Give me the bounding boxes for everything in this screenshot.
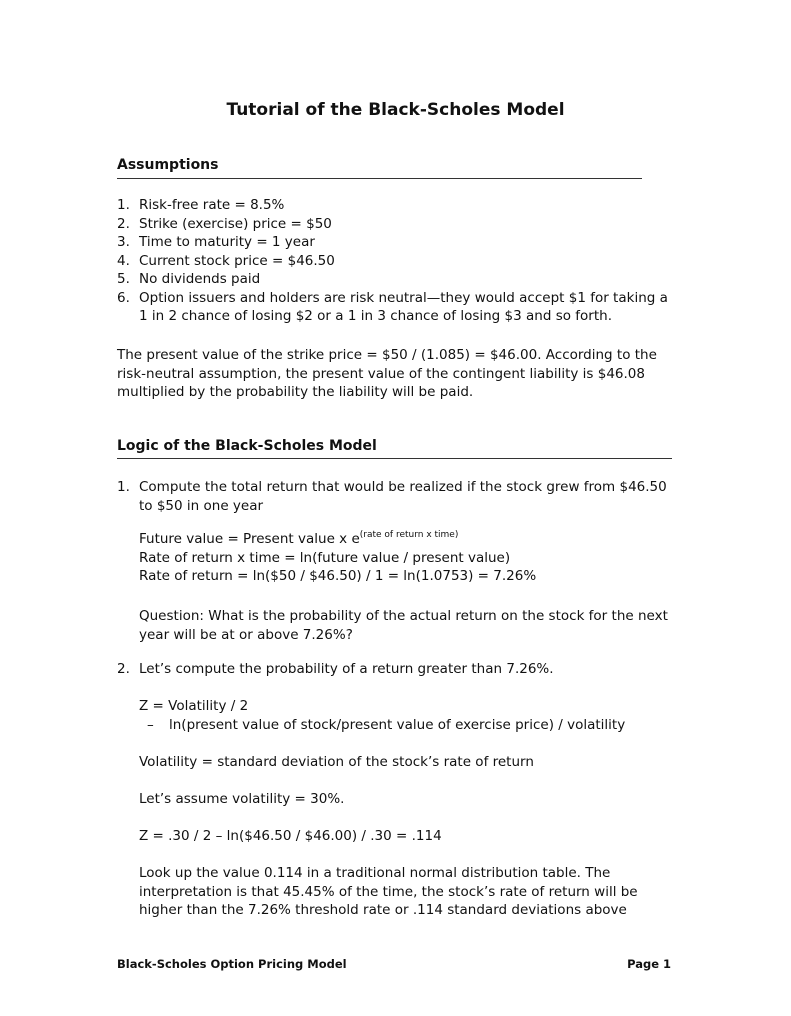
- step-2-number: 2.: [117, 661, 130, 677]
- z-calculation: Z = .30 / 2 – ln($46.50 / $46.00) / .30 = .114: [139, 828, 442, 844]
- question-paragraph: Question: What is the probability of the actual return on the stock for the next year will be at or above 7.26%?: [139, 608, 668, 643]
- z-formula: Z = Volatility / 2: [139, 698, 249, 714]
- assumptions-heading: Assumptions: [117, 157, 219, 173]
- volatility-assumption: Let’s assume volatility = 30%.: [139, 791, 345, 807]
- formula-block: [139, 530, 679, 586]
- page-title: Tutorial of the Black-Scholes Model: [226, 100, 565, 120]
- assumptions-list: [117, 196, 677, 326]
- list-item: 2. Strike (exercise) price = $50: [117, 215, 332, 232]
- step-2-text: Let’s compute the probability of a return greater than 7.26%.: [139, 661, 554, 677]
- assumptions-rule: [117, 178, 642, 179]
- logic-heading: Logic of the Black-Scholes Model: [117, 438, 377, 454]
- z-formula-continued: – ln(present value of stock/present value of exercise price) / volatility: [147, 717, 626, 733]
- volatility-definition: Volatility = standard deviation of the stock’s rate of return: [139, 754, 534, 770]
- formula-rate-return: Rate of return = ln($50 / $46.50) / 1 = ln(1.0753) = 7.26%: [139, 568, 537, 584]
- formula-future-value: Future value = Present value x $e^{(rate of return x time)}$: [139, 530, 459, 547]
- formula-rate-time: Rate of return x time = ln(future value / present value): [139, 549, 511, 566]
- step-1: [117, 478, 677, 515]
- list-item: 4. Current stock price = $46.50: [117, 252, 335, 269]
- footer-title: Black-Scholes Option Pricing Model: [117, 957, 347, 971]
- page-number: Page 1: [627, 957, 671, 971]
- list-item: 3. Time to maturity = 1 year: [117, 234, 315, 250]
- step-1-text: Compute the total return that would be realized if the stock grew from $46.50 to $50 in one year: [139, 479, 667, 514]
- step-1-number: 1.: [117, 479, 130, 495]
- logic-rule: [117, 458, 672, 459]
- list-item: 5. No dividends paid: [117, 271, 261, 287]
- lookup-paragraph: Look up the value 0.114 in a traditional normal distribution table. The interpretation is that 45.45% of the time, the stock’s rate of return will be higher than the 7.26% threshold rate or .114 standard deviations above: [139, 865, 638, 918]
- strike-pv-paragraph: The present value of the strike price = $50 / (1.085) = $46.00. According to the risk-neutral assumption, the present value of the contingent liability is $46.08 multiplied by the probability the liability will be paid.: [117, 347, 657, 400]
- list-item: 6. Option issuers and holders are risk neutral—they would accept $1 for taking a 1 in 2 chance of losing $2 or a 1 in 3 chance of losing $3 and so forth.: [117, 289, 668, 324]
- list-item: 1. Risk-free rate = 8.5%: [117, 197, 285, 213]
- exponent: (rate of return x time): [359, 530, 459, 540]
- step-2: [117, 660, 677, 679]
